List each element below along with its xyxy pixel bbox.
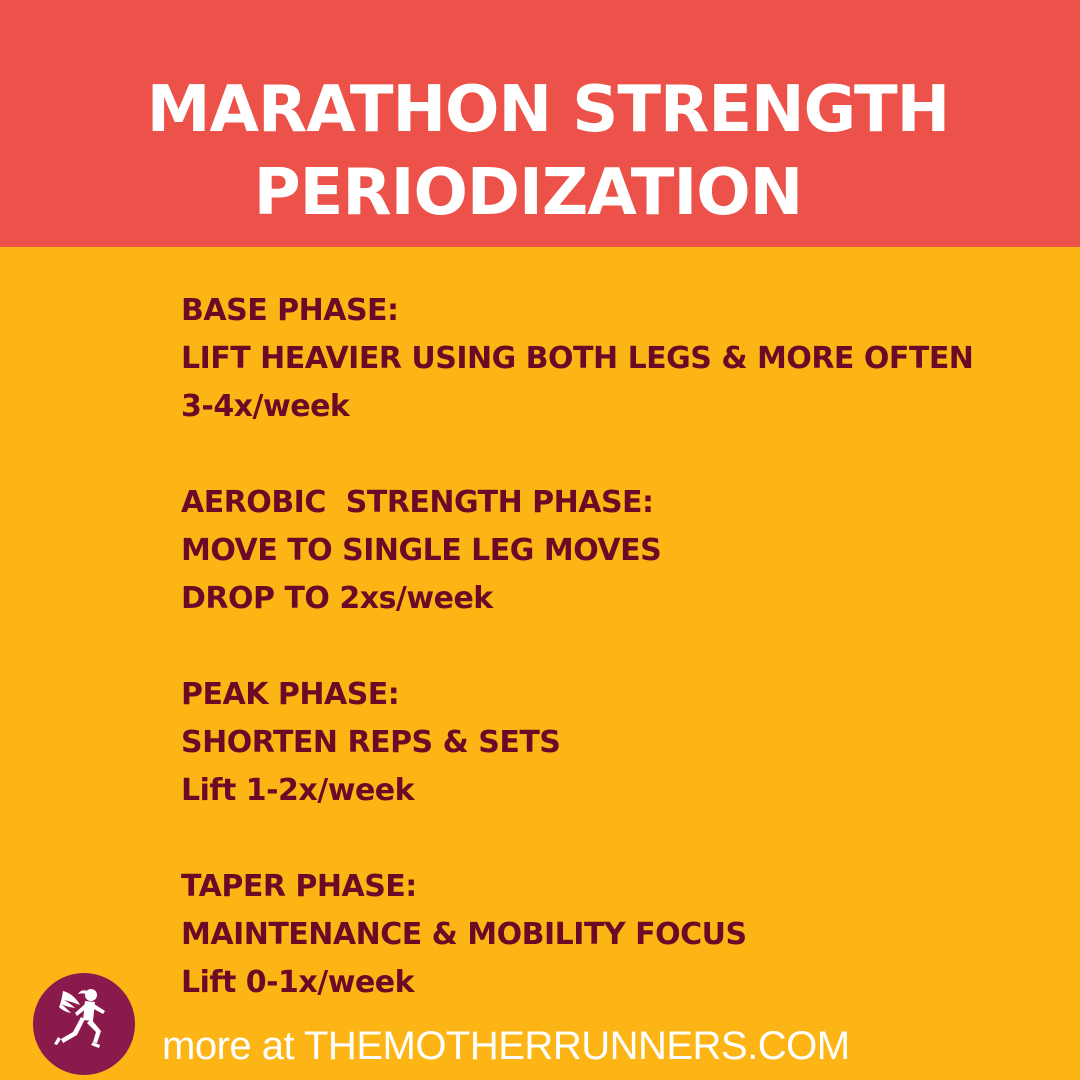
- phase-frequency: Lift 0-1x/week: [181, 965, 415, 1000]
- page-title-line-2: PERIODIZATION: [253, 156, 803, 230]
- website-footer: more at THEMOTHERRUNNERS.COM: [162, 1024, 850, 1068]
- phase-taper: [181, 863, 1061, 1007]
- phase-heading: BASE PHASE:: [181, 293, 399, 328]
- winged-runner-icon: [33, 973, 135, 1075]
- logo: [33, 973, 135, 1075]
- page-title-line-1: MARATHON STRENGTH: [146, 73, 950, 147]
- phase-detail: LIFT HEAVIER USING BOTH LEGS & MORE OFTEN: [181, 341, 974, 376]
- phase-peak: [181, 671, 1061, 815]
- phase-frequency: Lift 1-2x/week: [181, 773, 415, 808]
- phase-frequency: DROP TO 2xs/week: [181, 581, 493, 616]
- title-banner: [0, 0, 1080, 247]
- phase-frequency: 3-4x/week: [181, 389, 350, 424]
- phase-base: [181, 287, 1061, 431]
- phase-list: [181, 287, 1061, 1007]
- phase-detail: MOVE TO SINGLE LEG MOVES: [181, 533, 662, 568]
- phase-aerobic-strength: [181, 479, 1061, 623]
- phase-detail: SHORTEN REPS & SETS: [181, 725, 561, 760]
- phase-detail: MAINTENANCE & MOBILITY FOCUS: [181, 917, 747, 952]
- phase-heading: AEROBIC STRENGTH PHASE:: [181, 485, 654, 520]
- phase-heading: PEAK PHASE:: [181, 677, 400, 712]
- phase-heading: TAPER PHASE:: [181, 869, 417, 904]
